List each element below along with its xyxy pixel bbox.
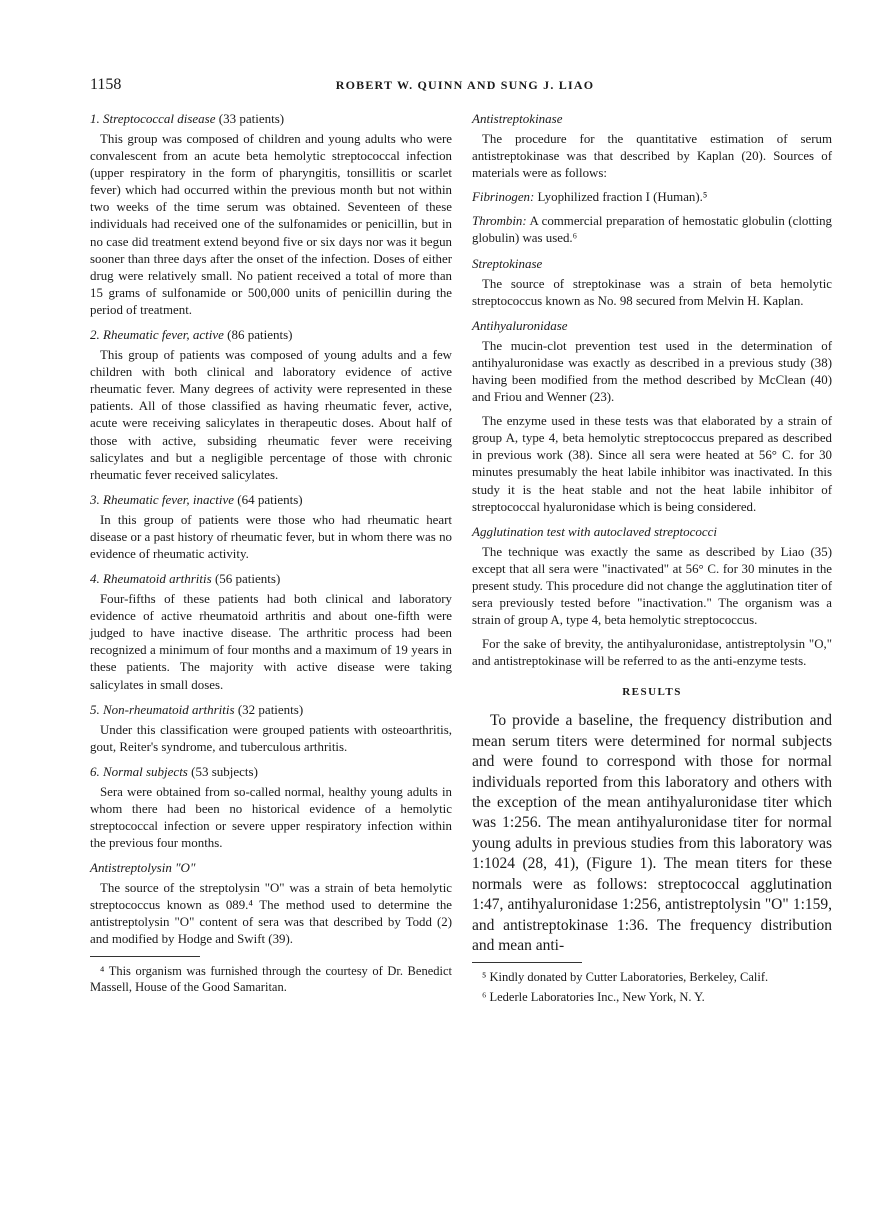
paragraph: The source of streptokinase was a strain of beta hemolytic streptococcus known as No. 98 secured from Melvin H. Kaplan. [472, 276, 832, 308]
paragraph: The source of the streptolysin "O" was a strain of beta hemolytic streptococcus known as 089.⁴ The method used to determine the antistreptolysin "O" content of sera was that described by Todd (2) and modified by Hodge and Swift (39). [90, 881, 452, 947]
section-heading-antistreptolysin-o: Antistreptolysin "O" [90, 860, 196, 876]
section-heading-streptokinase: Streptokinase [472, 255, 543, 271]
paragraph: Under this classification were grouped patients with osteoarthritis, gout, Reiter's syndrome, and tuberculous arthritis. [90, 722, 452, 754]
page-number: 1158 [90, 76, 122, 93]
footnote-4: ⁴ This organism was furnished through the courtesy of Dr. Benedict Massell, House of the Good Samaritan. [90, 963, 452, 994]
paragraph: This group was composed of children and young adults who were convalescent from an acute beta hemolytic streptococcal infection (upper respiratory in the form of pharyngitis, tonsillitis or scarlet fever) which had occurred within the previous month but not within two weeks of the time serum was obtained. Seventeen of these individuals had received one of the sulfonamides or penicillin, but in no case did treatment extend beyond five or six days nor was it begun sooner than three days after the onset of the infection. Doses of either drug were relatively small. No patient received a total of more than 15 grams of sulfonamide or 500,000 units of penicillin during the period of treatment. [90, 132, 452, 317]
section-heading-rheumatic-fever-inactive: 3. Rheumatic fever, inactive (64 patients) [90, 491, 303, 507]
section-heading-normal-subjects: 6. Normal subjects (53 subjects) [90, 763, 258, 779]
paragraph: For the sake of brevity, the antihyaluronidase, antistreptolysin "O," and antistreptokinase will be referred to as the anti-enzyme tests. [472, 637, 832, 669]
running-head: ROBERT W. QUINN AND SUNG J. LIAO [335, 78, 595, 92]
section-heading-streptococcal-disease: 1. Streptococcal disease (33 patients) [90, 111, 285, 126]
footnotes-left [90, 963, 452, 995]
section-heading-antistreptokinase: Antistreptokinase [472, 111, 563, 126]
paragraph: The enzyme used in these tests was that elaborated by a strain of group A, type 4, beta hemolytic streptococcus prepared as described in previous work (38). Since all sera were heated at 56° C. for 30 minutes presumably the heat labile inhibitor was inactivated. In this study it is the heat stable and not the heat labile inhibitor of streptococcal hyaluronidase which is being considered. [472, 414, 832, 514]
left-column [90, 110, 452, 999]
right-column [472, 110, 832, 1009]
section-heading-agglutination-test: Agglutination test with autoclaved streptococci [472, 523, 718, 539]
section-heading-non-rheumatoid-arthritis: 5. Non-rheumatoid arthritis (32 patients) [90, 701, 304, 717]
paragraph: The technique was exactly the same as described by Liao (35) except that all sera were "inactivated" at 56° C. for 30 minutes in the present study. This procedure did not change the agglutination titer of sera previously tested before "inactivation." The organism was a strain of group A, type 4, beta hemolytic streptococcus. [472, 544, 832, 628]
results-paragraph: To provide a baseline, the frequency distribution and mean serum titers were determined for normal subjects and were found to correspond with those for normal individuals reported from this laboratory and others with the exception of the mean antihyaluronidase titer which was 1:256. The mean antihyaluronidase titer for normal young adults in previous studies from this laboratory was 1:1024 (28, 41), (Figure 1). The mean titers for these normals were as follows: streptococcal agglutination 1:47, antihyaluronidase 1:256, antistreptolysin "O" 1:159, and antistreptokinase 1:36. The frequency distribution and mean anti- [472, 712, 832, 954]
section-heading-rheumatic-fever-active: 2. Rheumatic fever, active (86 patients) [90, 327, 293, 343]
paragraph: This group of patients was composed of young adults and a few children with both clinical and laboratory evidence of active rheumatic fever. Many degrees of activity were represented in these patients. All of those classified as having rheumatic fever, active, acute were receiving salicylates in therapeutic doses. About half of those with active, subsiding rheumatic fever were receiving salicylates and but a negligible percentage of those with chronic rheumatic fever received salicylates. [90, 348, 452, 482]
paragraph: The procedure for the quantitative estimation of serum antistreptokinase was that described by Kaplan (20). Sources of materials were as follows: [472, 132, 832, 181]
section-heading-rheumatoid-arthritis: 4. Rheumatoid arthritis (56 patients) [90, 571, 281, 587]
paragraph-thrombin: Thrombin: A commercial preparation of hemostatic globulin (clotting globulin) was used.⁶ [472, 214, 832, 246]
paragraph: Sera were obtained from so-called normal, healthy young adults in whom there had been no historical evidence of a hemolytic streptococcal infection or severe upper respiratory infection within the previous four months. [90, 784, 452, 851]
footnote-rule [90, 956, 200, 957]
page-header [90, 76, 840, 100]
footnote-rule [472, 962, 582, 963]
paragraph: Four-fifths of these patients had both clinical and laboratory evidence of active rheumatoid arthritis and about one-fifth were judged to have inactive disease. The arthritic process had been recognized a minimum of four months and a maximum of 19 years in these patients. The majority with active disease were taking salicylates in small doses. [90, 592, 452, 692]
results-heading: RESULTS [622, 686, 682, 699]
section-heading-antihyaluronidase: Antihyaluronidase [472, 317, 568, 333]
footnote-5: ⁵ Kindly donated by Cutter Laboratories, Berkeley, Calif. [482, 970, 769, 985]
paragraph: The mucin-clot prevention test used in the determination of antihyaluronidase was exactly as described in a previous study (38) having been modified from the method described by McClean (40) and Friou and Wenner (23). [472, 338, 832, 405]
paragraph: In this group of patients were those who had rheumatic heart disease or a past history of rheumatic fever, but in whom there was no evidence of rheumatic activity. [90, 512, 452, 561]
footnote-6: ⁶ Lederle Laboratories Inc., New York, N. Y. [482, 990, 705, 1005]
footnotes-right [472, 969, 832, 1005]
paragraph-fibrinogen: Fibrinogen: Lyophilized fraction I (Human).⁵ [472, 190, 708, 205]
